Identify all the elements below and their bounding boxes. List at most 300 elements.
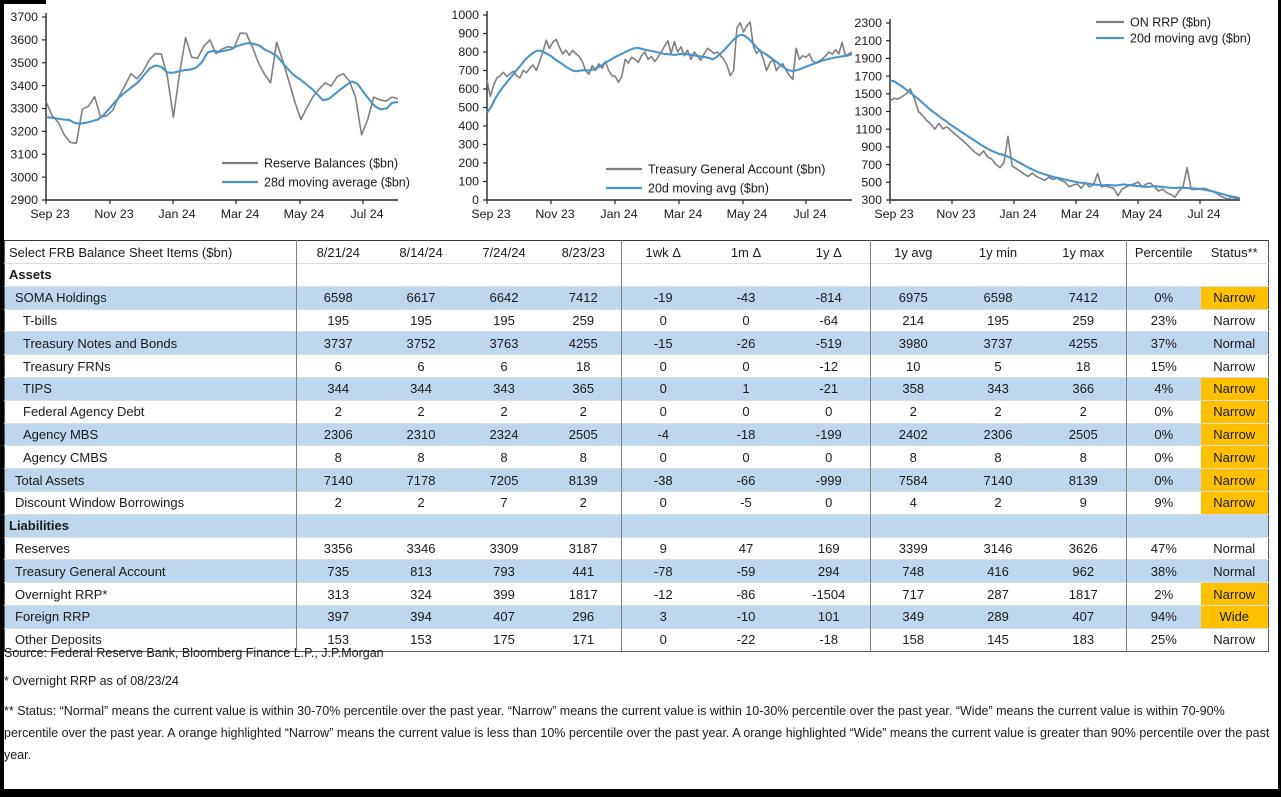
legend-label: 28d moving average ($bn) bbox=[264, 175, 410, 190]
table-row bbox=[5, 286, 1269, 309]
table-cell: 441 bbox=[546, 560, 622, 583]
table-cell bbox=[297, 264, 380, 287]
table-cell bbox=[1041, 514, 1127, 537]
table-cell: -18 bbox=[705, 423, 788, 446]
table-cell: 3752 bbox=[380, 332, 463, 355]
percentile-cell: 0% bbox=[1127, 469, 1201, 492]
table-cell: 259 bbox=[1041, 309, 1127, 332]
table-cell: 2 bbox=[956, 491, 1041, 514]
table-row bbox=[5, 583, 1269, 606]
table-cell: 287 bbox=[956, 583, 1041, 606]
percentile-cell: 15% bbox=[1127, 355, 1201, 378]
table-cell: 343 bbox=[463, 377, 546, 400]
y-axis-tick-label: 1700 bbox=[854, 69, 882, 84]
table-cell: -19 bbox=[622, 286, 705, 309]
legend-label: Treasury General Account ($bn) bbox=[648, 162, 826, 177]
table-cell bbox=[956, 514, 1041, 537]
table-cell bbox=[956, 264, 1041, 287]
table-cell: 6 bbox=[297, 355, 380, 378]
table-cell bbox=[1041, 264, 1127, 287]
table-cell: 3 bbox=[622, 605, 705, 628]
table-cell: 8139 bbox=[1041, 469, 1127, 492]
table-row bbox=[5, 377, 1269, 400]
table-cell: 324 bbox=[380, 583, 463, 606]
table-row bbox=[5, 423, 1269, 446]
y-axis-tick-label: 1500 bbox=[854, 87, 882, 101]
table-cell bbox=[546, 514, 622, 537]
table-cell: -12 bbox=[788, 355, 871, 378]
status-cell: Normal bbox=[1201, 537, 1269, 560]
table-cell: 2 bbox=[1041, 400, 1127, 423]
table-row bbox=[5, 446, 1269, 469]
table-cell: 0 bbox=[788, 491, 871, 514]
y-axis-tick-label: 400 bbox=[458, 119, 479, 134]
column-header: 1y Δ bbox=[815, 244, 842, 260]
percentile-cell: 0% bbox=[1127, 423, 1201, 446]
table-cell: -86 bbox=[705, 583, 788, 606]
table-cell bbox=[463, 514, 546, 537]
table-cell: 3309 bbox=[463, 537, 546, 560]
table-cell: 735 bbox=[297, 560, 380, 583]
row-label: Total Assets bbox=[5, 469, 297, 492]
table-cell: 2 bbox=[297, 400, 380, 423]
status-cell: Narrow bbox=[1201, 377, 1269, 400]
y-axis-tick-label: 1300 bbox=[854, 104, 882, 119]
table-cell: -5 bbox=[705, 491, 788, 514]
table-cell: 158 bbox=[871, 628, 956, 651]
percentile-cell: 0% bbox=[1127, 286, 1201, 309]
table-cell: 7 bbox=[463, 491, 546, 514]
row-label: Treasury General Account bbox=[5, 560, 297, 583]
table-cell: 358 bbox=[871, 377, 956, 400]
column-header: 1y max bbox=[1062, 244, 1105, 260]
y-axis-tick-label: 1000 bbox=[451, 8, 479, 23]
percentile-cell: 2% bbox=[1127, 583, 1201, 606]
table-cell: -10 bbox=[705, 605, 788, 628]
table-cell: 2306 bbox=[956, 423, 1041, 446]
table-cell: 47 bbox=[705, 537, 788, 560]
table-body bbox=[5, 264, 1269, 652]
row-label: Federal Agency Debt bbox=[5, 400, 297, 423]
table-cell: 0 bbox=[622, 309, 705, 332]
table-cell: 344 bbox=[380, 377, 463, 400]
status-cell: Normal bbox=[1201, 560, 1269, 583]
table-cell: 313 bbox=[297, 583, 380, 606]
page-border-left bbox=[0, 0, 4, 797]
x-axis-tick-label: Jul 24 bbox=[793, 207, 827, 221]
table-cell: -21 bbox=[788, 377, 871, 400]
row-label: Other Deposits bbox=[5, 628, 297, 651]
row-label: Agency MBS bbox=[5, 423, 297, 446]
legend-label: Reserve Balances ($bn) bbox=[264, 156, 399, 171]
table-cell: 0 bbox=[705, 309, 788, 332]
table-cell: 0 bbox=[622, 628, 705, 651]
y-axis-tick-label: 900 bbox=[458, 26, 479, 41]
table-cell: 365 bbox=[546, 377, 622, 400]
table-cell: -18 bbox=[788, 628, 871, 651]
x-axis-tick-label: Nov 23 bbox=[936, 207, 976, 221]
y-axis-tick-label: 700 bbox=[861, 157, 882, 172]
x-axis-tick-label: May 24 bbox=[283, 207, 325, 221]
table-cell: 3737 bbox=[297, 332, 380, 355]
table-cell: 7140 bbox=[297, 469, 380, 492]
y-axis-tick-label: 500 bbox=[458, 100, 479, 115]
table-cell: 717 bbox=[871, 583, 956, 606]
table-cell bbox=[622, 514, 705, 537]
percentile-cell: 0% bbox=[1127, 400, 1201, 423]
x-axis-tick-label: Jan 24 bbox=[999, 207, 1037, 221]
table-cell: -519 bbox=[788, 332, 871, 355]
table-cell: 813 bbox=[380, 560, 463, 583]
table-cell: 8139 bbox=[546, 469, 622, 492]
y-axis-tick-label: 700 bbox=[458, 63, 479, 78]
table-cell: 214 bbox=[871, 309, 956, 332]
table-cell bbox=[546, 264, 622, 287]
table-cell: 3980 bbox=[871, 332, 956, 355]
table-cell: 18 bbox=[1041, 355, 1127, 378]
series-line bbox=[487, 22, 852, 96]
page-border-bottom bbox=[0, 789, 1281, 797]
table-cell: 175 bbox=[463, 628, 546, 651]
table-cell: -999 bbox=[788, 469, 871, 492]
table-cell: 0 bbox=[622, 446, 705, 469]
section-row bbox=[5, 264, 1269, 287]
table-row bbox=[5, 400, 1269, 423]
row-label: Treasury FRNs bbox=[5, 355, 297, 378]
table-cell: 3356 bbox=[297, 537, 380, 560]
y-axis-tick-label: 3500 bbox=[10, 55, 38, 70]
table-cell: 0 bbox=[788, 446, 871, 469]
table-cell bbox=[622, 264, 705, 287]
table-cell: -15 bbox=[622, 332, 705, 355]
table-cell: 195 bbox=[956, 309, 1041, 332]
y-axis-tick-label: 2900 bbox=[10, 193, 38, 208]
table-cell: 7412 bbox=[1041, 286, 1127, 309]
table-cell: 294 bbox=[788, 560, 871, 583]
y-axis-tick-label: 3200 bbox=[10, 124, 38, 139]
table-cell: 343 bbox=[956, 377, 1041, 400]
status-cell: Narrow bbox=[1201, 469, 1269, 492]
table-cell: 8 bbox=[380, 446, 463, 469]
table-cell: 1 bbox=[705, 377, 788, 400]
row-label: Assets bbox=[5, 264, 297, 287]
table-cell: 0 bbox=[622, 491, 705, 514]
reserve-balances-chart bbox=[0, 0, 430, 232]
series-line bbox=[46, 33, 398, 143]
table-cell: 7140 bbox=[956, 469, 1041, 492]
table-cell: 748 bbox=[871, 560, 956, 583]
percentile-cell: 37% bbox=[1127, 332, 1201, 355]
table-cell: -4 bbox=[622, 423, 705, 446]
table-cell: -199 bbox=[788, 423, 871, 446]
row-label: TIPS bbox=[5, 377, 297, 400]
table-cell: 195 bbox=[380, 309, 463, 332]
column-header: Select FRB Balance Sheet Items ($bn) bbox=[9, 244, 233, 260]
table-cell: 2306 bbox=[297, 423, 380, 446]
table-cell: -43 bbox=[705, 286, 788, 309]
table-cell: 0 bbox=[788, 400, 871, 423]
status-cell: Wide bbox=[1201, 605, 1269, 628]
column-header: 1y min bbox=[978, 244, 1018, 260]
status-cell: Normal bbox=[1201, 332, 1269, 355]
column-header: 1wk Δ bbox=[622, 241, 705, 264]
table-cell bbox=[705, 514, 788, 537]
x-axis-tick-label: Sep 23 bbox=[471, 207, 511, 221]
table-cell: 195 bbox=[297, 309, 380, 332]
source-note: Source: Federal Reserve Bank, Bloomberg Finance L.P., J.P.Morgan bbox=[4, 646, 384, 660]
y-axis-tick-label: 1100 bbox=[855, 122, 882, 137]
table-cell: 5 bbox=[956, 355, 1041, 378]
table-cell: 0 bbox=[622, 377, 705, 400]
rrp-asof-note: * Overnight RRP as of 08/23/24 bbox=[4, 674, 179, 688]
charts-row bbox=[0, 0, 1281, 234]
table-cell: 8 bbox=[871, 446, 956, 469]
table-row bbox=[5, 332, 1269, 355]
table-cell: -1504 bbox=[788, 583, 871, 606]
x-axis-tick-label: May 24 bbox=[1121, 207, 1163, 221]
percentile-cell: 4% bbox=[1127, 377, 1201, 400]
table-cell: 0 bbox=[622, 355, 705, 378]
table-header bbox=[5, 241, 1269, 264]
table-cell: 6598 bbox=[297, 286, 380, 309]
table-cell: 8 bbox=[1041, 446, 1127, 469]
status-cell: Narrow bbox=[1201, 446, 1269, 469]
column-header: 8/23/23 bbox=[561, 244, 605, 260]
table-row bbox=[5, 605, 1269, 628]
table-cell: 416 bbox=[956, 560, 1041, 583]
table-cell: 3399 bbox=[871, 537, 956, 560]
table-cell: 2505 bbox=[1041, 423, 1127, 446]
table-cell: 2 bbox=[380, 491, 463, 514]
table-cell: -78 bbox=[622, 560, 705, 583]
table-cell: 153 bbox=[297, 628, 380, 651]
table-cell: 397 bbox=[297, 605, 380, 628]
y-axis-tick-label: 200 bbox=[458, 156, 479, 171]
percentile-cell: 94% bbox=[1127, 605, 1201, 628]
table-cell: 7412 bbox=[546, 286, 622, 309]
y-axis-tick-label: 0 bbox=[472, 193, 479, 208]
table-cell: 101 bbox=[788, 605, 871, 628]
status-cell: Narrow bbox=[1201, 628, 1269, 651]
table-cell: 3346 bbox=[380, 537, 463, 560]
table-cell: 3146 bbox=[956, 537, 1041, 560]
series-line bbox=[890, 81, 1240, 199]
table-cell: 8 bbox=[463, 446, 546, 469]
row-label: Discount Window Borrowings bbox=[5, 491, 297, 514]
table-cell: 2 bbox=[297, 491, 380, 514]
table-cell: 2324 bbox=[463, 423, 546, 446]
table-cell: 171 bbox=[546, 628, 622, 651]
table-cell: 6617 bbox=[380, 286, 463, 309]
table-cell: 399 bbox=[463, 583, 546, 606]
table-cell: 3187 bbox=[546, 537, 622, 560]
row-label: Foreign RRP bbox=[5, 605, 297, 628]
table-cell: 6642 bbox=[463, 286, 546, 309]
column-header: 8/14/24 bbox=[399, 244, 443, 260]
table-cell: 0 bbox=[705, 355, 788, 378]
x-axis-tick-label: Sep 23 bbox=[874, 207, 914, 221]
table-cell: 289 bbox=[956, 605, 1041, 628]
table-cell: 2 bbox=[956, 400, 1041, 423]
table-cell: 4255 bbox=[1041, 332, 1127, 355]
treasury-general-account-chart bbox=[430, 0, 862, 232]
column-header: 8/21/24 bbox=[297, 241, 380, 264]
status-cell bbox=[1201, 514, 1269, 537]
table-cell: 2505 bbox=[546, 423, 622, 446]
y-axis-tick-label: 300 bbox=[861, 193, 882, 208]
legend-label: ON RRP ($bn) bbox=[1130, 15, 1212, 30]
row-label: Treasury Notes and Bonds bbox=[5, 332, 297, 355]
table-row bbox=[5, 469, 1269, 492]
table-cell bbox=[380, 264, 463, 287]
row-label: Overnight RRP* bbox=[5, 583, 297, 606]
row-label: SOMA Holdings bbox=[5, 286, 297, 309]
status-cell: Narrow bbox=[1201, 355, 1269, 378]
table-row bbox=[5, 491, 1269, 514]
y-axis-tick-label: 3000 bbox=[10, 170, 38, 185]
balance-sheet-table bbox=[4, 240, 1269, 652]
x-axis-tick-label: Jan 24 bbox=[158, 207, 196, 221]
table-cell: 793 bbox=[463, 560, 546, 583]
legend-label: 20d moving avg ($bn) bbox=[648, 181, 769, 196]
column-header: Status** bbox=[1210, 244, 1258, 260]
y-axis-tick-label: 3100 bbox=[10, 147, 38, 162]
status-cell: Narrow bbox=[1201, 400, 1269, 423]
table-cell: 3626 bbox=[1041, 537, 1127, 560]
series-line bbox=[890, 89, 1240, 199]
table-cell: 344 bbox=[297, 377, 380, 400]
x-axis-tick-label: Mar 24 bbox=[663, 207, 703, 221]
table-cell: 4255 bbox=[546, 332, 622, 355]
table-cell bbox=[463, 264, 546, 287]
y-axis-tick-label: 1900 bbox=[854, 51, 882, 66]
table-row bbox=[5, 560, 1269, 583]
row-label: T-bills bbox=[5, 309, 297, 332]
section-row bbox=[5, 514, 1269, 537]
y-axis-tick-label: 500 bbox=[861, 175, 882, 190]
y-axis-tick-label: 2300 bbox=[854, 16, 882, 31]
status-cell: Narrow bbox=[1201, 423, 1269, 446]
table-cell: 296 bbox=[546, 605, 622, 628]
table-cell: 6975 bbox=[871, 286, 956, 309]
percentile-cell bbox=[1127, 264, 1201, 287]
percentile-cell: 25% bbox=[1127, 628, 1201, 651]
table-row bbox=[5, 309, 1269, 332]
row-label: Agency CMBS bbox=[5, 446, 297, 469]
y-axis-tick-label: 2100 bbox=[854, 33, 882, 48]
table-cell: -64 bbox=[788, 309, 871, 332]
table-cell: 6 bbox=[463, 355, 546, 378]
row-label: Liabilities bbox=[5, 514, 297, 537]
x-axis-tick-label: Nov 23 bbox=[535, 207, 575, 221]
percentile-cell: 0% bbox=[1127, 446, 1201, 469]
table-cell: -59 bbox=[705, 560, 788, 583]
x-axis-tick-label: May 24 bbox=[726, 207, 768, 221]
x-axis-tick-label: Jul 24 bbox=[350, 207, 384, 221]
table-cell bbox=[871, 264, 956, 287]
table-cell: -22 bbox=[705, 628, 788, 651]
y-axis-tick-label: 600 bbox=[458, 82, 479, 97]
table-cell: 349 bbox=[871, 605, 956, 628]
table-cell: 1817 bbox=[546, 583, 622, 606]
table-cell: -38 bbox=[622, 469, 705, 492]
table-cell: -814 bbox=[788, 286, 871, 309]
table-cell: 259 bbox=[546, 309, 622, 332]
table-cell: 6 bbox=[380, 355, 463, 378]
table-cell bbox=[705, 264, 788, 287]
legend-label: 20d moving avg ($bn) bbox=[1130, 31, 1251, 46]
status-cell: Narrow bbox=[1201, 309, 1269, 332]
table-cell: 145 bbox=[956, 628, 1041, 651]
table-cell: 2 bbox=[871, 400, 956, 423]
table-cell: 195 bbox=[463, 309, 546, 332]
percentile-cell: 23% bbox=[1127, 309, 1201, 332]
status-cell: Narrow bbox=[1201, 583, 1269, 606]
table-cell bbox=[788, 264, 871, 287]
table-cell: 0 bbox=[705, 446, 788, 469]
table-cell: 394 bbox=[380, 605, 463, 628]
table-cell: -12 bbox=[622, 583, 705, 606]
table-cell: 7205 bbox=[463, 469, 546, 492]
table-cell: 8 bbox=[956, 446, 1041, 469]
table-cell: 3763 bbox=[463, 332, 546, 355]
y-axis-tick-label: 800 bbox=[458, 45, 479, 60]
status-cell bbox=[1201, 264, 1269, 287]
table-cell: 0 bbox=[622, 400, 705, 423]
status-cell: Narrow bbox=[1201, 286, 1269, 309]
table-row bbox=[5, 537, 1269, 560]
table-cell bbox=[788, 514, 871, 537]
table-cell: 10 bbox=[871, 355, 956, 378]
x-axis-tick-label: Jan 24 bbox=[600, 207, 638, 221]
table-row bbox=[5, 355, 1269, 378]
table-cell: -26 bbox=[705, 332, 788, 355]
status-definition-note: ** Status: “Normal” means the current value is within 30-70% percentile over the past year. “Narrow” means the current value is within 10-30% percentile over the past year. “Wide” means the current value is within 70-90% percentile over the past year. A orange highlighted “Narrow” means the current value is less than 10% percentile over the past year. A orange highlighted “Wide” means the current value is greater than 90% percentile over the past year. bbox=[4, 704, 1270, 762]
footnotes bbox=[4, 636, 1274, 766]
column-header: 1m Δ bbox=[730, 244, 762, 260]
table-cell bbox=[380, 514, 463, 537]
row-label: Reserves bbox=[5, 537, 297, 560]
y-axis-tick-label: 900 bbox=[861, 140, 882, 155]
table-cell: 2 bbox=[380, 400, 463, 423]
x-axis-tick-label: Mar 24 bbox=[220, 207, 260, 221]
table-cell: 6598 bbox=[956, 286, 1041, 309]
percentile-cell bbox=[1127, 514, 1201, 537]
table-cell: 407 bbox=[1041, 605, 1127, 628]
table-cell: -66 bbox=[705, 469, 788, 492]
page-border-top-stub bbox=[0, 0, 46, 4]
y-axis-tick-label: 3300 bbox=[10, 101, 38, 116]
table-cell: 8 bbox=[546, 446, 622, 469]
table-cell: 4 bbox=[871, 491, 956, 514]
column-header: 7/24/24 bbox=[482, 244, 526, 260]
table-cell: 1817 bbox=[1041, 583, 1127, 606]
table-cell bbox=[297, 514, 380, 537]
table-cell bbox=[871, 514, 956, 537]
percentile-cell: 38% bbox=[1127, 560, 1201, 583]
y-axis-tick-label: 3700 bbox=[10, 10, 38, 25]
table-cell: 9 bbox=[622, 537, 705, 560]
column-header: Percentile bbox=[1127, 241, 1201, 264]
column-header: 1y avg bbox=[871, 241, 956, 264]
table-cell: 169 bbox=[788, 537, 871, 560]
percentile-cell: 9% bbox=[1127, 491, 1201, 514]
table-cell: 366 bbox=[1041, 377, 1127, 400]
table-cell: 7178 bbox=[380, 469, 463, 492]
table-cell: 8 bbox=[297, 446, 380, 469]
table-cell: 2 bbox=[463, 400, 546, 423]
table-cell: 18 bbox=[546, 355, 622, 378]
